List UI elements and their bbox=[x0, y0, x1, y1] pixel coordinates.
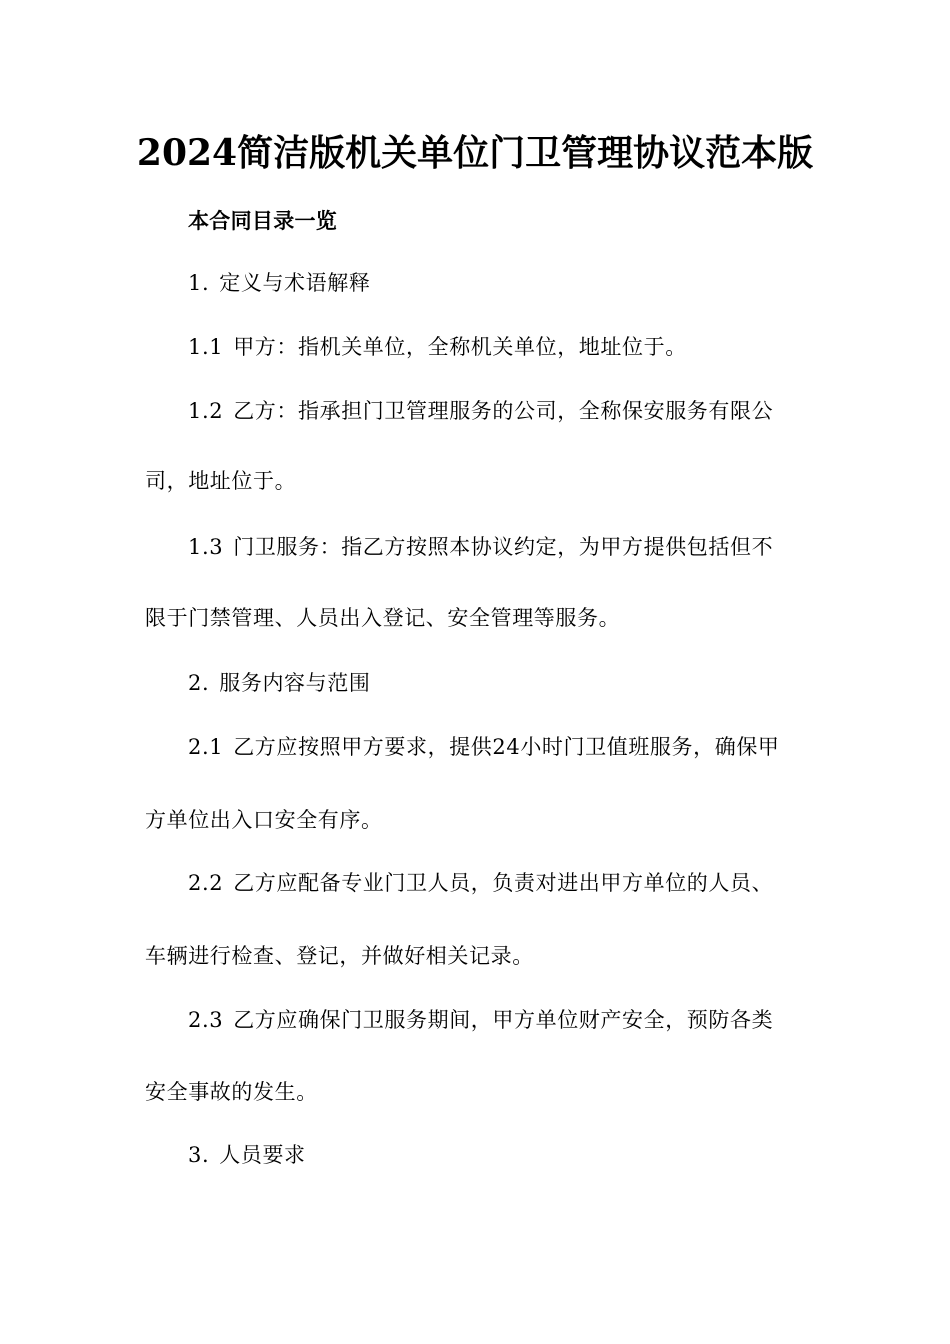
clause-text: 乙方应配备专业门卫人员，负责对进出甲方单位的人员、 bbox=[233, 871, 774, 895]
toc-heading: 本合同目录一览 bbox=[188, 209, 338, 233]
clause-number: 2.3 bbox=[188, 1008, 224, 1032]
clause-text: 门卫服务：指乙方按照本协议约定，为甲方提供包括但不 bbox=[233, 535, 774, 559]
clause-2-2-continuation: 车辆进行检查、登记，并做好相关记录。 bbox=[145, 944, 534, 968]
clause-number: 2.2 bbox=[188, 871, 224, 895]
clause-number: 1.3 bbox=[188, 535, 224, 559]
clause-text: 乙方：指承担门卫管理服务的公司，全称保安服务有限公 bbox=[233, 399, 774, 423]
section-heading-3 bbox=[188, 1140, 306, 1170]
clause-1-3 bbox=[188, 532, 773, 562]
clause-text: 甲方：指机关单位，全称机关单位，地址位于。 bbox=[233, 335, 687, 359]
clause-text: 乙方应按照甲方要求，提供24小时门卫值班服务，确保甲 bbox=[233, 735, 780, 759]
section-heading-2 bbox=[188, 668, 370, 698]
section-title: 定义与术语解释 bbox=[219, 271, 371, 295]
section-number: 2. bbox=[188, 671, 210, 695]
clause-2-1-continuation: 方单位出入口安全有序。 bbox=[145, 808, 383, 832]
clause-1-1 bbox=[188, 332, 687, 362]
clause-2-1 bbox=[188, 732, 780, 762]
clause-number: 1.2 bbox=[188, 399, 224, 423]
document-title: 2024简洁版机关单位门卫管理协议范本版 bbox=[136, 132, 814, 174]
clause-2-3-continuation: 安全事故的发生。 bbox=[145, 1080, 318, 1104]
section-number: 3. bbox=[188, 1143, 210, 1167]
clause-1-3-continuation: 限于门禁管理、人员出入登记、安全管理等服务。 bbox=[145, 606, 621, 630]
clause-1-2 bbox=[188, 396, 773, 426]
clause-2-2 bbox=[188, 868, 773, 898]
clause-number: 2.1 bbox=[188, 735, 224, 759]
clause-2-3 bbox=[188, 1005, 773, 1035]
section-title: 服务内容与范围 bbox=[219, 671, 371, 695]
clause-number: 1.1 bbox=[188, 335, 224, 359]
clause-1-2-continuation: 司，地址位于。 bbox=[145, 469, 297, 493]
clause-text: 乙方应确保门卫服务期间，甲方单位财产安全，预防各类 bbox=[233, 1008, 774, 1032]
section-title: 人员要求 bbox=[219, 1143, 306, 1167]
section-number: 1. bbox=[188, 271, 210, 295]
section-heading-1 bbox=[188, 268, 370, 298]
